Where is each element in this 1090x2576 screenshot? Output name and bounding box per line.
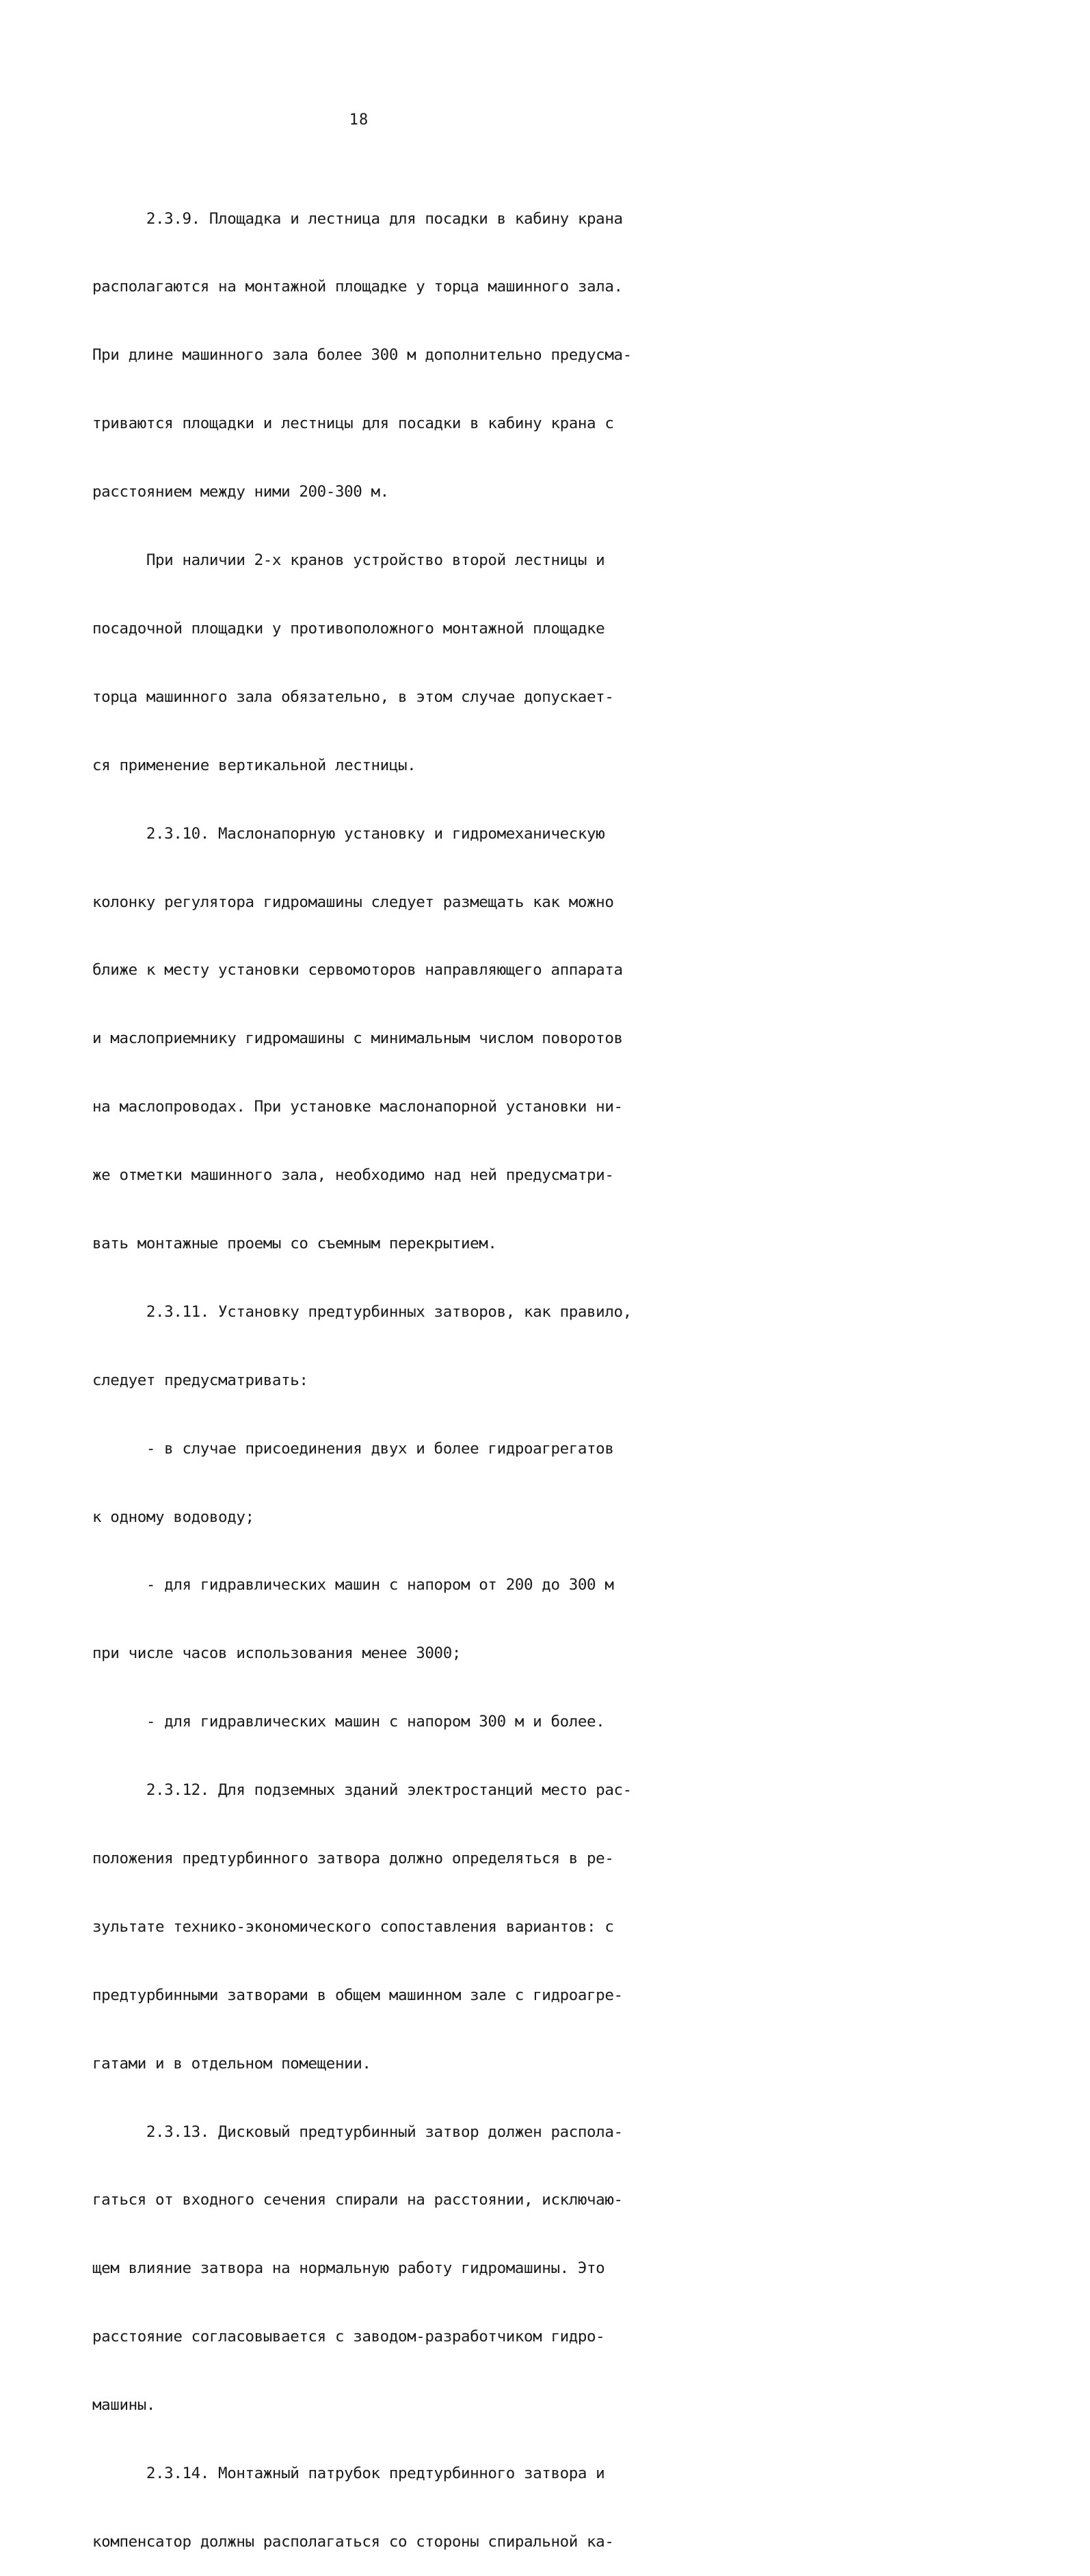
text-line: на маслопроводах. При установке маслонапорной установки ни- — [92, 1098, 623, 1116]
text-line: 2.3.13. Дисковый предтурбинный затвор должен распола- — [92, 2122, 623, 2141]
text-line: машины. — [92, 2396, 156, 2415]
text-line: вать монтажные проемы со съемным перекрытием. — [92, 1234, 497, 1252]
text-line: при числе часов использования менее 3000; — [92, 1644, 461, 1663]
text-line: щем влияние затвора на нормальную работу гидромашины. Это — [92, 2259, 605, 2278]
text-line: к одному водоводу; — [92, 1508, 254, 1526]
text-line: триваются площадки и лестницы для посадки в кабину крана с — [92, 415, 614, 433]
text-line: - для гидравлических машин с напором 300 м и более. — [92, 1713, 605, 1731]
text-line: зультате технико-экономического сопоставления вариантов: с — [92, 1917, 614, 1936]
text-line: При наличии 2-х кранов устройство второй лестницы и — [92, 551, 605, 570]
text-line: же отметки машинного зала, необходимо над ней предусматри- — [92, 1166, 614, 1185]
text-line: - в случае присоединения двух и более гидроагрегатов — [92, 1439, 614, 1458]
text-line: располагаются на монтажной площадке у торца машинного зала. — [92, 278, 623, 296]
text-line: посадочной площадки у противоположного монтажной площадке — [92, 619, 605, 638]
text-line: положения предтурбинного затвора должно определяться в ре- — [92, 1849, 614, 1867]
text-line: торца машинного зала обязательно, в этом случае допускает- — [92, 687, 614, 706]
text-line: гатами и в отдельном помещении. — [92, 2054, 371, 2073]
text-line: 2.3.10. Маслонапорную установку и гидромеханическую — [92, 824, 605, 843]
text-line: ближе к месту установки сервомоторов направляющего аппарата — [92, 961, 623, 980]
text-line: 2.3.11. Установку предтурбинных затворов, как правило, — [92, 1302, 632, 1321]
text-line: 2.3.14. Монтажный патрубок предтурбинного затвора и — [92, 2464, 605, 2482]
document-body — [92, 162, 653, 2576]
page-number: 18 — [349, 111, 369, 129]
text-line: расстояние согласовывается с заводом-разработчиком гидро- — [92, 2328, 605, 2346]
text-line: расстоянием между ними 200-300 м. — [92, 483, 389, 501]
text-line: следует предусматривать: — [92, 1371, 308, 1389]
text-line: ся применение вертикальной лестницы. — [92, 756, 416, 774]
text-line: компенсатор должны располагаться со стороны спиральной ка- — [92, 2532, 614, 2551]
text-line: 2.3.9. Площадка и лестница для посадки в кабину крана — [92, 209, 623, 228]
text-line: колонку регулятора гидромашины следует размещать как можно — [92, 893, 614, 911]
text-line: - для гидравлических машин с напором от 200 до 300 м — [92, 1576, 614, 1594]
text-line: гаться от входного сечения спирали на расстоянии, исключаю- — [92, 2191, 623, 2209]
text-line: и маслоприемнику гидромашины с минимальным числом поворотов — [92, 1029, 623, 1048]
text-line: предтурбинными затворами в общем машинном зале с гидроагре- — [92, 1986, 623, 2004]
text-line: 2.3.12. Для подземных зданий электростанций место рас- — [92, 1781, 632, 1800]
text-line: При длине машинного зала более 300 м дополнительно предусма- — [92, 346, 632, 365]
